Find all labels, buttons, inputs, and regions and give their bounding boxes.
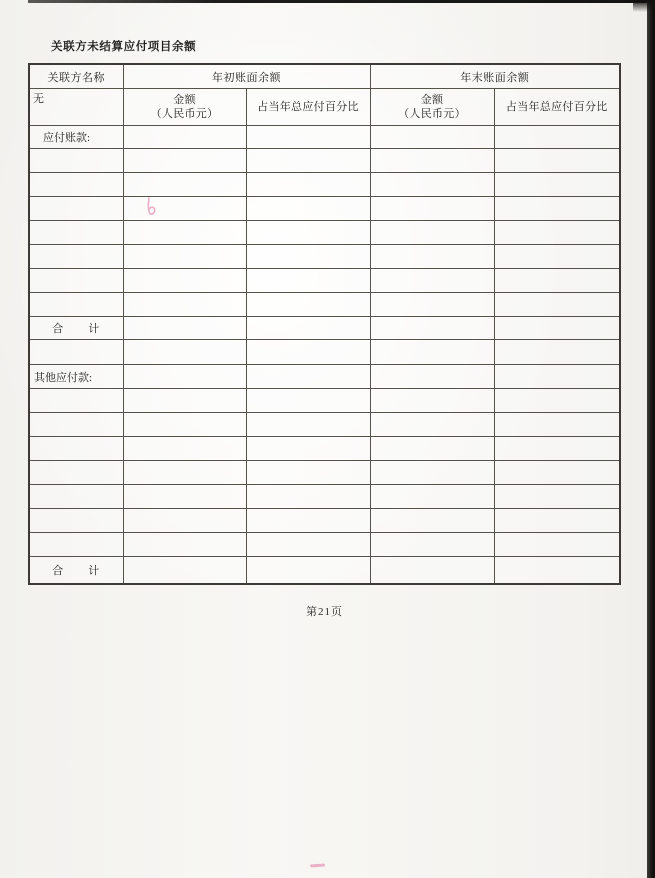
- cell-begin-percent: [246, 365, 370, 389]
- row-label-total: 合 计: [29, 317, 123, 340]
- table-row-other-payables: [29, 365, 620, 389]
- cell-end-percent: [494, 557, 620, 585]
- row-label: [29, 461, 123, 485]
- table-row: [29, 461, 620, 485]
- cell-end-percent: [494, 509, 620, 533]
- table-row: [29, 389, 620, 413]
- cell-end-percent: [494, 461, 620, 485]
- header-end-balance-group: 年末账面余额: [370, 64, 620, 89]
- row-label: [29, 340, 123, 365]
- table-row: [29, 437, 620, 461]
- amount-label-line2: （人民币元）: [150, 108, 219, 120]
- cell-begin-amount: [123, 533, 246, 557]
- table-row: [29, 269, 620, 293]
- cell-end-amount: [370, 221, 494, 245]
- cell-end-amount: [370, 340, 494, 365]
- cell-begin-amount: [123, 149, 246, 173]
- page-title: 关联方未结算应付项目余额: [51, 41, 197, 53]
- cell-end-amount: [370, 173, 494, 197]
- header-end-percent: 占当年总应付百分比: [494, 89, 620, 126]
- cell-begin-percent: [246, 437, 370, 461]
- cell-end-percent: [494, 365, 620, 389]
- scan-edge-top: [28, 0, 655, 3]
- header-row-subcolumns: [29, 89, 620, 126]
- cell-begin-amount: [123, 389, 246, 413]
- cell-end-percent: [494, 533, 620, 557]
- table-row: [29, 413, 620, 437]
- page-number: 第21页: [306, 606, 343, 618]
- cell-begin-amount: [123, 317, 246, 340]
- cell-end-percent: [494, 149, 620, 173]
- row-label: [29, 509, 123, 533]
- cell-begin-percent: [246, 317, 370, 340]
- table-row: [29, 533, 620, 557]
- cell-begin-percent: [246, 221, 370, 245]
- cell-end-amount: [370, 149, 494, 173]
- cell-begin-amount: [123, 413, 246, 437]
- cell-begin-percent: [246, 389, 370, 413]
- cell-end-amount: [370, 126, 494, 149]
- header-row-groups: [29, 64, 620, 89]
- pink-ink-dash: [310, 863, 325, 867]
- header-begin-amount: [123, 89, 246, 126]
- table-row-accounts-payable: [29, 126, 620, 149]
- pink-ink-mark: [145, 197, 161, 217]
- row-label: [29, 173, 123, 197]
- cell-begin-amount: [123, 557, 246, 585]
- cell-begin-amount: [123, 461, 246, 485]
- amount-label-line2: （人民币元）: [398, 108, 466, 120]
- row-label: [29, 293, 123, 317]
- table-row: [29, 173, 620, 197]
- cell-begin-percent: [246, 413, 370, 437]
- cell-begin-percent: [246, 340, 370, 365]
- table-row: [29, 197, 620, 221]
- row-label: [29, 485, 123, 509]
- cell-begin-amount: [123, 245, 246, 269]
- table-row-grand-total: [29, 557, 620, 585]
- cell-begin-percent: [246, 461, 370, 485]
- row-label: [29, 437, 123, 461]
- cell-begin-amount: [123, 126, 246, 149]
- table-row: [29, 509, 620, 533]
- cell-end-percent: [494, 437, 620, 461]
- cell-begin-percent: [246, 557, 370, 585]
- cell-end-amount: [370, 293, 494, 317]
- amount-label-line1: 金额: [420, 93, 444, 106]
- cell-begin-amount: [123, 485, 246, 509]
- table-row: [29, 485, 620, 509]
- cell-end-amount: [370, 365, 494, 389]
- cell-begin-percent: [246, 293, 370, 317]
- cell-begin-amount: [123, 293, 246, 317]
- cell-end-percent: [494, 197, 620, 221]
- table-row: [29, 245, 620, 269]
- cell-begin-amount: [123, 437, 246, 461]
- cell-begin-amount: [123, 197, 246, 221]
- cell-end-percent: [494, 485, 620, 509]
- cell-begin-percent: [246, 245, 370, 269]
- row-label-total: 合 计: [29, 557, 123, 585]
- scan-corner-shadow: [633, 0, 655, 12]
- cell-end-percent: [494, 173, 620, 197]
- cell-end-percent: [494, 293, 620, 317]
- cell-end-amount: [370, 557, 494, 585]
- cell-begin-amount: [123, 365, 246, 389]
- cell-end-percent: [494, 340, 620, 365]
- table-row-subtotal: [29, 317, 620, 340]
- cell-end-amount: [370, 197, 494, 221]
- cell-begin-percent: [246, 485, 370, 509]
- cell-end-amount: [370, 317, 494, 340]
- cell-end-percent: [494, 245, 620, 269]
- table-row: [29, 149, 620, 173]
- cell-begin-percent: [246, 126, 370, 149]
- row-label: 应付账款:: [29, 126, 123, 149]
- cell-begin-percent: [246, 533, 370, 557]
- table-row: [29, 221, 620, 245]
- header-begin-balance-group: 年初账面余额: [123, 64, 370, 89]
- cell-begin-percent: [246, 509, 370, 533]
- header-end-amount: [370, 89, 494, 126]
- cell-begin-amount: [123, 269, 246, 293]
- cell-begin-percent: [246, 149, 370, 173]
- scan-edge-right: [647, 0, 655, 878]
- related-party-payables-table: [28, 63, 621, 585]
- cell-end-percent: [494, 413, 620, 437]
- none-value-cell: 无: [29, 89, 123, 126]
- cell-begin-percent: [246, 173, 370, 197]
- cell-end-percent: [494, 389, 620, 413]
- row-label: [29, 221, 123, 245]
- cell-end-amount: [370, 389, 494, 413]
- cell-end-percent: [494, 126, 620, 149]
- cell-end-amount: [370, 269, 494, 293]
- cell-end-amount: [370, 533, 494, 557]
- cell-end-percent: [494, 269, 620, 293]
- cell-begin-percent: [246, 197, 370, 221]
- row-label: [29, 413, 123, 437]
- cell-end-amount: [370, 245, 494, 269]
- cell-begin-amount: [123, 173, 246, 197]
- row-label: [29, 245, 123, 269]
- row-label: [29, 269, 123, 293]
- cell-begin-amount: [123, 340, 246, 365]
- cell-begin-amount: [123, 509, 246, 533]
- cell-end-amount: [370, 413, 494, 437]
- header-begin-percent: 占当年总应付百分比: [246, 89, 370, 126]
- cell-end-percent: [494, 221, 620, 245]
- row-label: 其他应付款:: [29, 365, 123, 389]
- row-label: [29, 149, 123, 173]
- header-party-name: 关联方名称: [29, 64, 123, 89]
- cell-begin-amount: [123, 221, 246, 245]
- row-label: [29, 533, 123, 557]
- table-row: [29, 340, 620, 365]
- cell-end-amount: [370, 461, 494, 485]
- row-label: [29, 197, 123, 221]
- cell-end-percent: [494, 317, 620, 340]
- row-label: [29, 389, 123, 413]
- cell-end-amount: [370, 437, 494, 461]
- cell-begin-percent: [246, 269, 370, 293]
- cell-end-amount: [370, 485, 494, 509]
- table-row: [29, 293, 620, 317]
- cell-end-amount: [370, 509, 494, 533]
- amount-label-line1: 金额: [173, 93, 196, 106]
